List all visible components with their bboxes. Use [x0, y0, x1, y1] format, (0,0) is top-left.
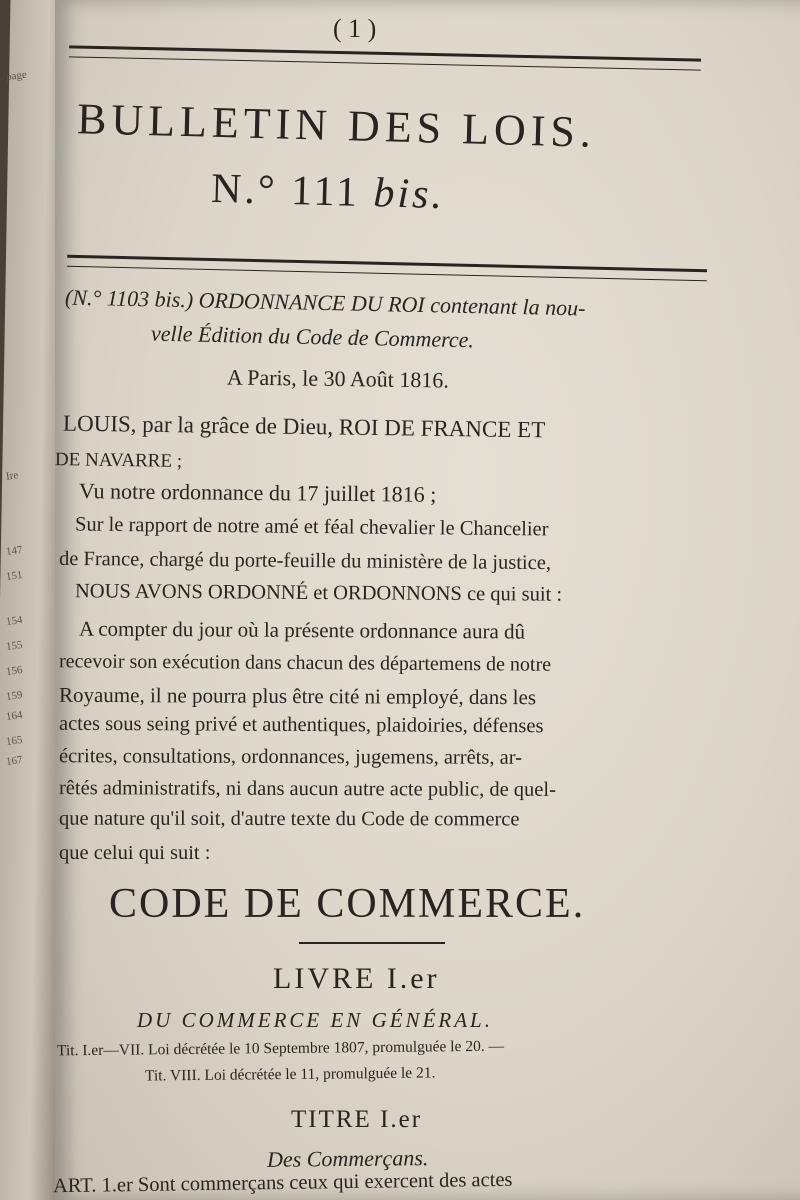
titre-subtitle: Des Commerçans.: [266, 1145, 429, 1172]
margin-mark: 151: [5, 568, 24, 584]
bulletin-title: BULLETIN DES LOIS.: [76, 94, 597, 157]
body-line: DE NAVARRE ;: [54, 449, 183, 472]
article-first-line: ART. 1.er Sont commerçans ceux qui exercent des actes: [52, 1168, 513, 1198]
promulgation-note-1: Tit. I.er—VII. Loi décrétée le 10 Septembre 1807, promulguée le 20. —: [56, 1037, 505, 1060]
margin-mark: 167: [5, 753, 24, 769]
page-number: ( 1 ): [333, 14, 377, 43]
header-rule-bottom: [67, 255, 707, 282]
margin-mark: 159: [5, 688, 24, 704]
body-line: Sur le rapport de notre amé et féal chevalier le Chancelier: [74, 513, 549, 541]
body-line: A compter du jour où la présente ordonnance aura dû: [78, 616, 526, 644]
margin-mark: 147: [5, 543, 24, 559]
code-title: CODE DE COMMERCE.: [109, 881, 586, 927]
document-page: [52, 0, 800, 1200]
facing-page-marks: [0, 0, 50, 1200]
margin-mark: 154: [5, 613, 24, 629]
margin-mark: 164: [5, 708, 24, 724]
code-title-rule: [299, 942, 445, 944]
body-line: que celui qui suit :: [59, 842, 211, 864]
margin-mark: 156: [5, 663, 24, 679]
body-line: écrites, consultations, ordonnances, jugemens, arrêts, ar-: [58, 745, 523, 769]
margin-mark: Ire: [5, 469, 19, 483]
header-rule-top: [69, 45, 701, 70]
margin-mark: page: [5, 68, 28, 84]
titre-heading: TITRE I.er: [291, 1106, 423, 1133]
body-line: rêtés administratifs, ni dans aucun autre acte public, de quel-: [58, 777, 556, 801]
body-line: recevoir son exécution dans chacun des départemens de notre: [58, 650, 552, 676]
ordinance-heading-line1: [65, 285, 586, 322]
promulgation-note-2: Tit. VIII. Loi décrétée le 11, promulguée le 21.: [144, 1064, 436, 1085]
body-line: Royaume, il ne pourra plus être cité ni employé, dans les: [58, 682, 537, 710]
body-line: de France, chargé du porte-feuille du ministère de la justice,: [58, 547, 552, 575]
ordinance-reference: (N.° 1103 bis.): [64, 284, 194, 313]
dateline: A Paris, le 30 Août 1816.: [226, 364, 450, 393]
livre-subtitle: DU COMMERCE EN GÉNÉRAL.: [137, 1008, 493, 1032]
margin-mark: 165: [5, 733, 24, 749]
body-line: LOUIS, par la grâce de Dieu, ROI DE FRANCE ET: [62, 410, 546, 443]
body-line: NOUS AVONS ORDONNÉ et ORDONNONS ce qui suit :: [74, 580, 563, 606]
livre-heading: LIVRE I.er: [273, 962, 440, 995]
bulletin-number: [210, 165, 445, 219]
ordinance-heading-line2: velle Édition du Code de Commerce.: [150, 320, 475, 353]
ordinance-title-1: ORDONNANCE DU ROI contenant la nou-: [198, 287, 586, 321]
margin-mark: 155: [5, 638, 24, 654]
body-line: Vu notre ordonnance du 17 juillet 1816 ;: [78, 478, 437, 507]
bulletin-number-suffix: bis.: [372, 170, 446, 219]
body-line: actes sous seing privé et authentiques, plaidoiries, défenses: [58, 712, 544, 738]
bulletin-number-prefix: N.° 111: [210, 165, 361, 216]
body-line: que nature qu'il soit, d'autre texte du Code de commerce: [58, 807, 520, 831]
